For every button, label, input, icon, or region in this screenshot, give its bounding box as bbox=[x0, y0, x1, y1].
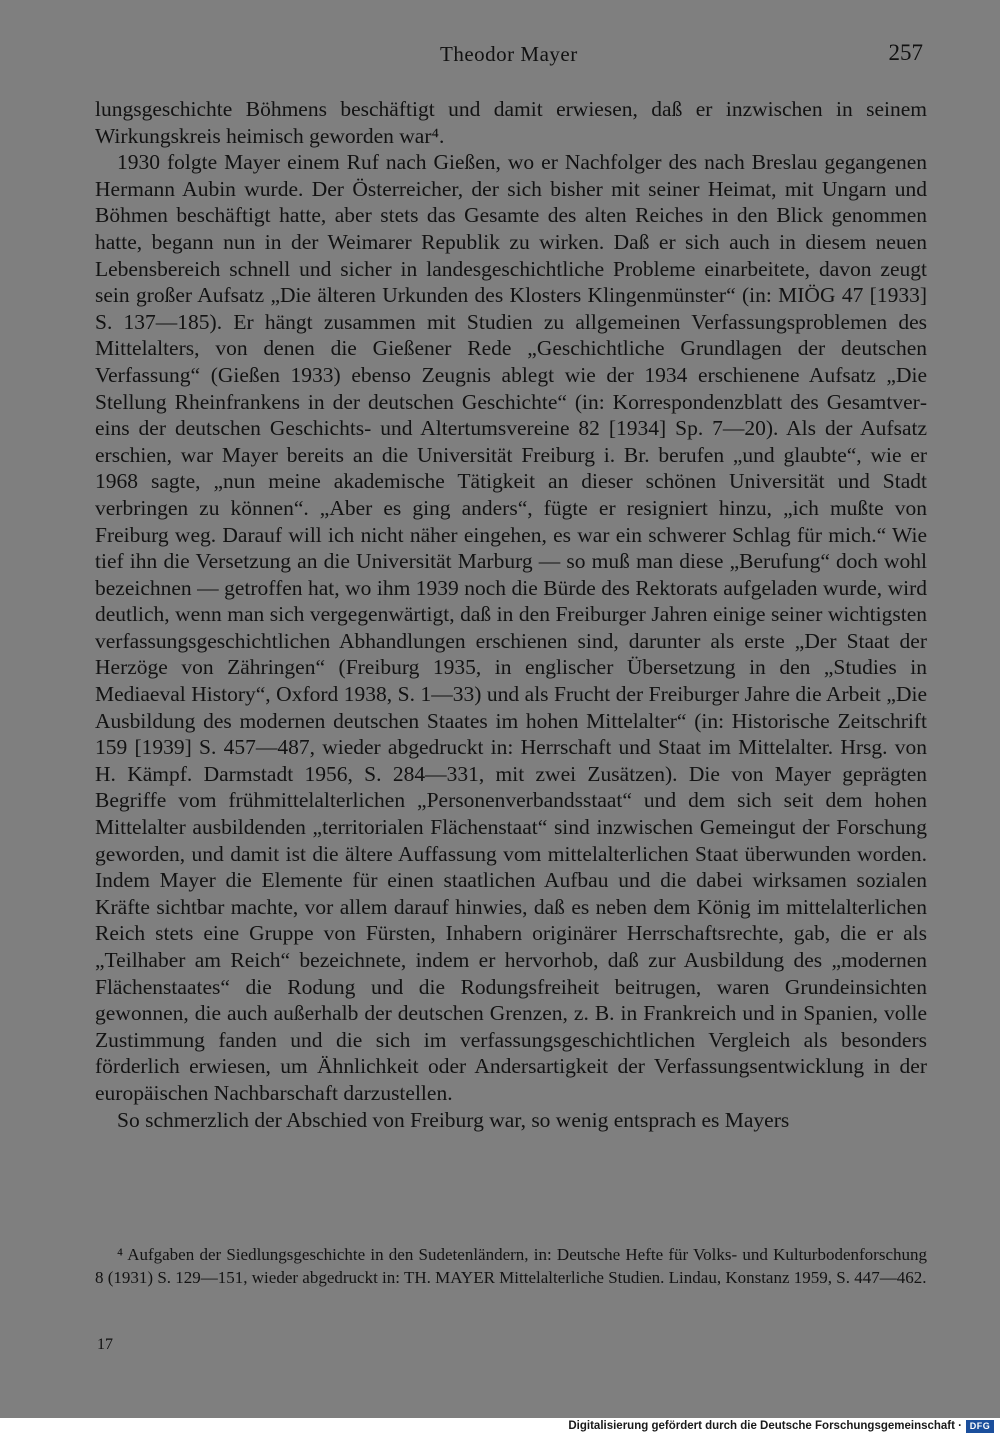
paragraph-main: 1930 folgte Mayer einem Ruf nach Gießen, wo er Nachfolger des nach Breslau gegangenen Hermann Aubin wurde. Der Österreicher, der sich bisher mit seiner Heimat, mit Ungarn und Böhmen beschäftigt hatte, aber stets das Gesamte des alten Reiches in den Blick genommen hatte, begann nun in der Weimarer Republik zu wirken. Daß er sich auch in diesem neuen Lebensbereich schnell und sicher in landesgeschichtliche Probleme einarbeitete, davon zeugt sein großer Aufsatz „Die älteren Urkunden des Klosters Klingenmünster“ (in: MIÖG 47 [1933] S. 137—185). Er hängt zusammen mit Studien zu allgemeinen Verfassungsproblemen des Mittelalters, von denen die Gießener Rede „Geschichtliche Grundlagen der deutschen Verfassung“ (Gießen 1933) ebenso Zeugnis ablegt wie der 1934 erschienene Aufsatz „Die Stellung Rheinfrankens in der deutschen Geschichte“ (in: Korrespondenzblatt des Gesamtvereins der deutschen Geschichts- und Altertumsvereine 82 [1934] Sp. 7—20). Als der Aufsatz erschien, war Mayer bereits an die Universität Freiburg i. Br. berufen „und glaubte“, wie er 1968 sagte, „nun meine akademische Tätigkeit an dieser schönen Universität und Stadt verbringen zu können“. „Aber es ging anders“, fügte er resigniert hinzu, „ich mußte von Freiburg weg. Darauf will ich nicht näher eingehen, es war ein schwerer Schlag für mich.“ Wie tief ihn die Versetzung an die Universität Marburg — so muß man diese „Berufung“ doch wohl bezeichnen — getroffen hat, wo ihm 1939 noch die Bürde des Rektorats aufgeladen wurde, wird deutlich, wenn man sich vergegenwärtigt, daß in den Freiburger Jahren einige seiner wichtigsten verfassungsgeschichtlichen Abhandlungen erschienen sind, darunter als erste „Der Staat der Herzöge von Zähringen“ (Freiburg 1935, in englischer Übersetzung in den „Studies in Mediaeval History“, Oxford 1938, S. 1—33) und als Frucht der Freiburger Jahre die Arbeit „Die Ausbildung des modernen deutschen Staates im hohen Mittelalter“ (in: Historische Zeitschrift 159 [1939] S. 457—487, wieder abgedruckt in: Herrschaft und Staat im Mittelalter. Hrsg. von H. Kämpf. Darmstadt 1956, S. 284—331, mit zwei Zusätzen). Die von Mayer geprägten Begriffe vom frühmittelalterlichen „Personenverbandsstaat“ und dem sich seit dem hohen Mittelalter ausbildenden „territorialen Flächenstaat“ sind inzwischen Gemeingut der Forschung geworden, und damit ist die ältere Auffassung vom mittelalterlichen Staat überwunden worden. Indem Mayer die Elemente für einen staatlichen Aufbau und die dabei wirksamen sozialen Kräfte sichtbar machte, vor allem darauf hinwies, daß es neben dem König im mittelalterlichen Reich stets eine Gruppe von Fürsten, Inhabern originärer Herrschaftsrechte, gab, die er als „Teilhaber am Reich“ bezeichnete, indem er hervorhob, daß zur Ausbildung des „modernen Flächenstaates“ die Rodung und die Rodungsfreiheit beitrugen, waren Grundeinsichten gewonnen, die auch außerhalb der deutschen Grenzen, z. B. in Frankreich und in Spanien, volle Zustimmung fanden und die sich im verfassungsgeschichtlichen Vergleich als besonders förderlich erwiesen, um Ähnlichkeit oder Andersartigkeit der Verfassungsentwicklung in der europäischen Nachbarschaft darzustellen. bbox=[95, 150, 927, 1105]
printer-signature: 17 bbox=[97, 1336, 113, 1353]
digitization-credit: Digitalisierung gefördert durch die Deutsche Forschungsgemeinschaft · bbox=[568, 1420, 962, 1432]
paragraph-final: So schmerzlich der Abschied von Freiburg war, so wenig entsprach es Mayers bbox=[117, 1107, 790, 1132]
running-title: Theodor Mayer bbox=[440, 42, 578, 66]
page-number: 257 bbox=[888, 40, 923, 65]
dfg-logo-icon: DFG bbox=[966, 1420, 994, 1433]
footnote-4: ⁴ Aufgaben der Siedlungsgeschichte in den Sudetenländern, in: Deutsche Hefte für Volks- und Kulturbodenforschung 8 (1931) S. 129—151, wieder abgedruckt in: TH. MAYER Mittelalterliche Studien. Lindau, Konstanz 1959, S. 447—462. bbox=[95, 1245, 927, 1287]
paragraph-continuation: lungsgeschichte Böhmens beschäftigt und damit erwiesen, daß er inzwischen in seinem Wirkungskreis heimisch geworden war⁴. bbox=[95, 97, 927, 148]
body-text bbox=[95, 96, 927, 1133]
